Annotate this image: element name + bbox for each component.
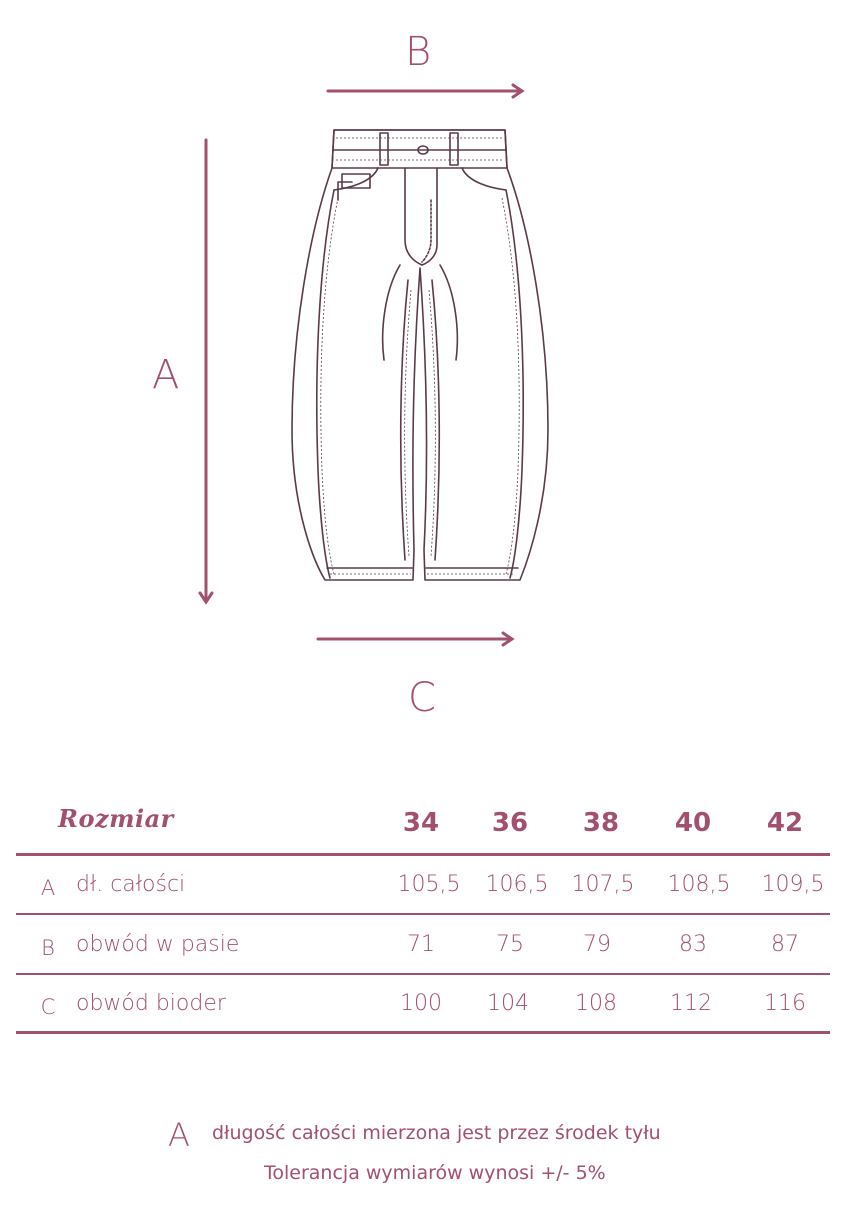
- table-cell: 116: [764, 991, 806, 1016]
- table-cell: 87: [771, 932, 799, 957]
- dimension-b-label: B: [405, 29, 432, 75]
- size-header: 36: [491, 808, 529, 838]
- table-cell: 75: [496, 932, 524, 957]
- size-header: 40: [674, 808, 712, 838]
- table-header-divider: [16, 853, 830, 856]
- footnote-text: długość całości mierzona jest przez środek tyłu: [212, 1122, 661, 1144]
- dimension-a-label: A: [152, 352, 180, 398]
- table-cell: 105,5: [397, 872, 461, 897]
- table-cell: 71: [407, 932, 435, 957]
- table-cell: 107,5: [571, 872, 635, 897]
- row-letter: A: [40, 876, 56, 900]
- size-table-title: Rozmiar: [58, 804, 174, 833]
- size-header: 42: [766, 808, 804, 838]
- row-letter: B: [41, 936, 55, 960]
- table-cell: 104: [487, 991, 529, 1016]
- table-cell: 83: [679, 932, 707, 957]
- tolerance-text: Tolerancja wymiarów wynosi +/- 5%: [264, 1162, 606, 1184]
- pants-outline: [292, 130, 548, 580]
- table-cell: 79: [583, 932, 611, 957]
- table-cell: 108,5: [667, 872, 731, 897]
- size-header: 38: [582, 808, 620, 838]
- table-cell: 112: [670, 991, 712, 1016]
- dimension-b-arrow: [328, 85, 522, 97]
- dimension-a-arrow: [200, 140, 212, 602]
- dimension-c-arrow: [318, 633, 512, 645]
- row-label: obwód bioder: [76, 991, 226, 1016]
- row-label: dł. całości: [76, 872, 186, 897]
- size-header: 34: [402, 808, 440, 838]
- table-cell: 100: [400, 991, 442, 1016]
- dimension-c-label: C: [408, 675, 436, 721]
- table-row-divider: [16, 973, 830, 975]
- table-cell: 108: [575, 991, 617, 1016]
- footnote-letter: A: [168, 1116, 190, 1154]
- table-row-divider: [16, 913, 830, 915]
- row-letter: C: [40, 995, 56, 1019]
- table-cell: 109,5: [761, 872, 825, 897]
- table-bottom-divider: [16, 1031, 830, 1034]
- table-cell: 106,5: [485, 872, 549, 897]
- row-label: obwód w pasie: [76, 932, 240, 957]
